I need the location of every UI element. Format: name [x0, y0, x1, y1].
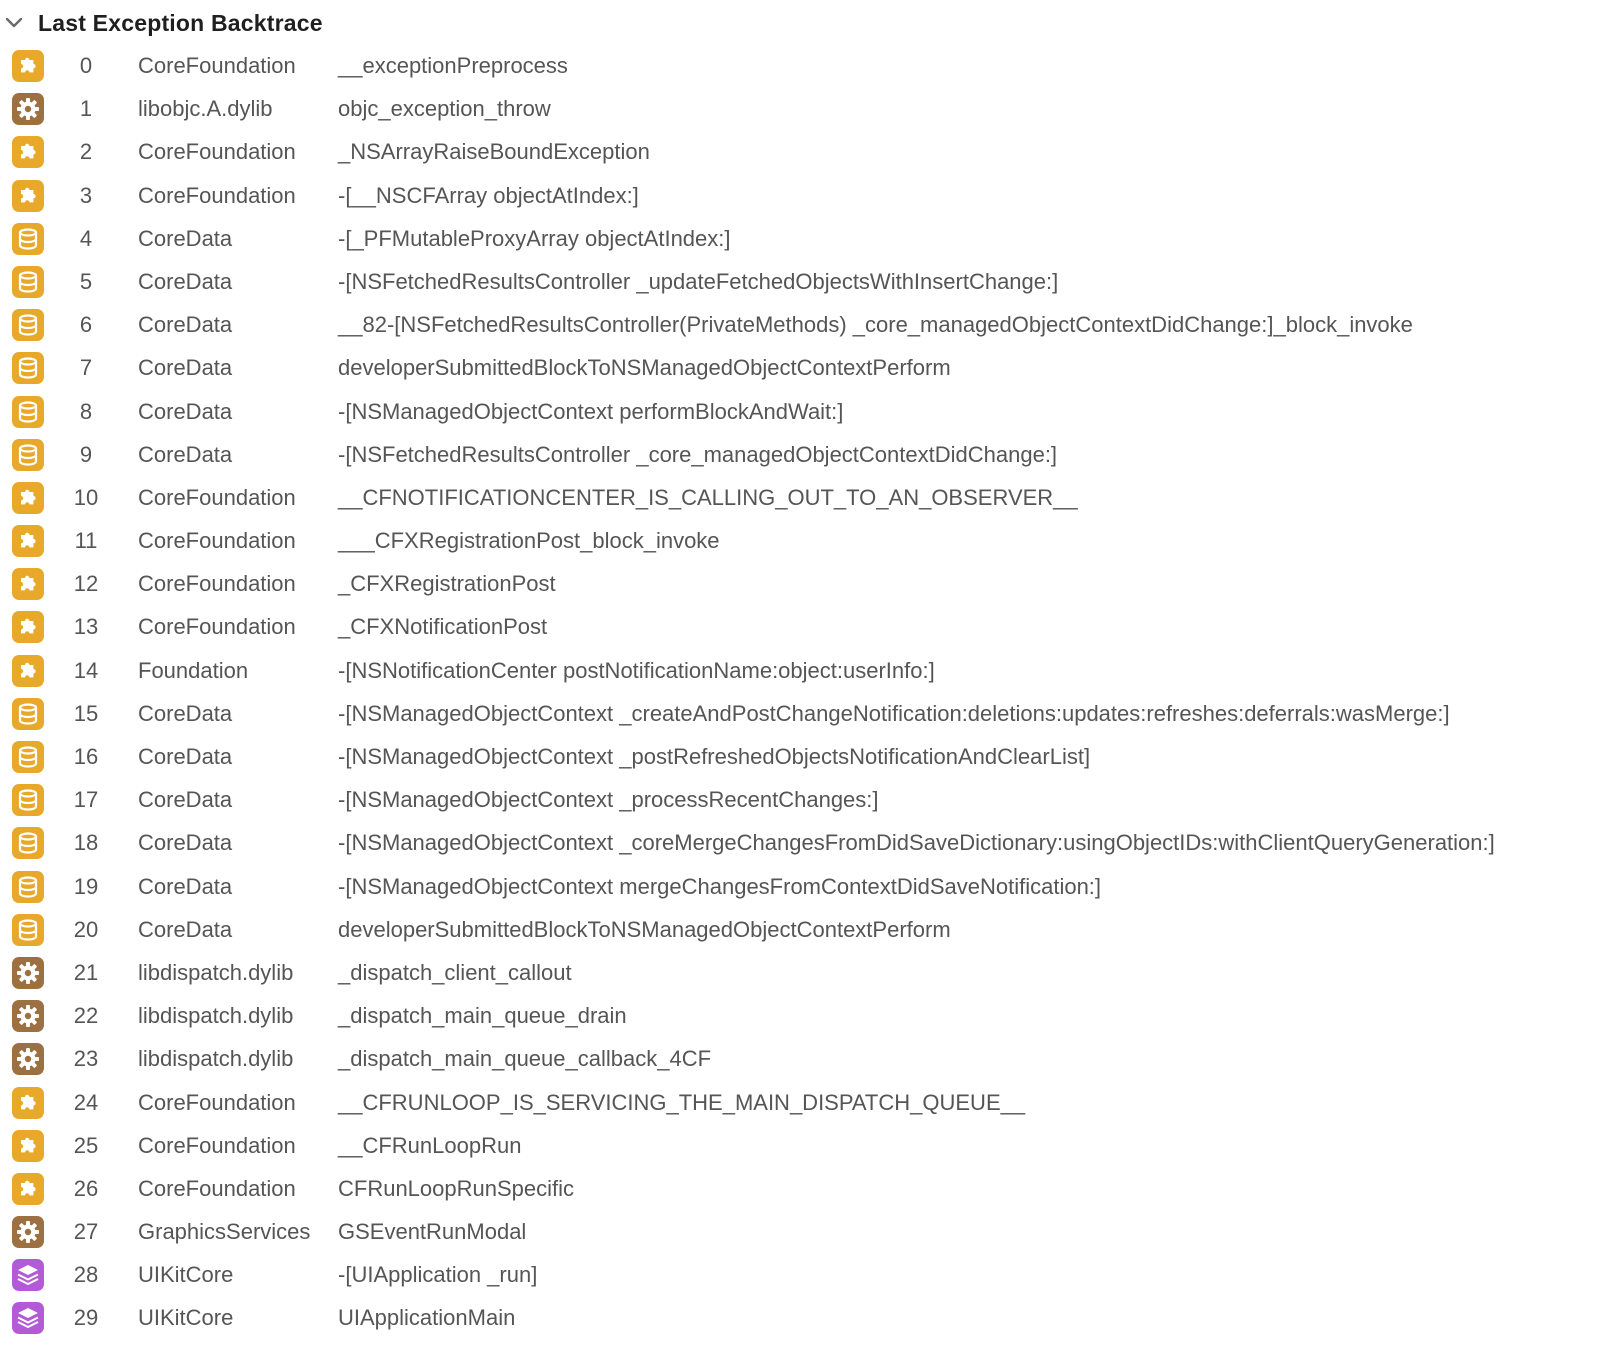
frame-library: CoreData [138, 225, 233, 251]
frame-symbol: _dispatch_main_queue_drain [338, 1003, 627, 1029]
frame-index: 19 [73, 873, 99, 899]
frame-symbol: __CFRUNLOOP_IS_SERVICING_THE_MAIN_DISPATCH_QUEUE__ [338, 1089, 1026, 1115]
frame-symbol: __82-[NSFetchedResultsController(PrivateMethods) _core_managedObjectContextDidChange:]_block_invoke [338, 312, 1413, 338]
frame-library: Foundation [138, 657, 249, 683]
frame-index: 4 [79, 225, 93, 251]
database-icon [12, 396, 44, 428]
frame-library: CoreData [138, 787, 233, 813]
frame-index: 3 [79, 182, 93, 208]
frame-symbol: -[NSNotificationCenter postNotificationName:object:userInfo:] [338, 657, 935, 683]
frame-row[interactable] [0, 476, 1598, 519]
frame-symbol: objc_exception_throw [338, 96, 551, 122]
frame-row[interactable] [0, 130, 1598, 173]
frame-library: CoreFoundation [138, 1132, 296, 1158]
frame-index: 0 [79, 53, 93, 78]
frame-index: 24 [73, 1089, 99, 1115]
frame-row[interactable] [0, 87, 1598, 130]
frame-index: 23 [73, 1046, 99, 1072]
frame-row[interactable] [0, 908, 1598, 951]
frame-library: CoreData [138, 441, 233, 467]
frame-row[interactable] [0, 778, 1598, 821]
puzzle-icon [12, 655, 44, 687]
frame-library: CoreData [138, 744, 233, 769]
frame-index: 18 [73, 830, 99, 856]
database-icon [12, 827, 44, 859]
frame-symbol: _CFXNotificationPost [338, 614, 548, 640]
frame-index: 27 [73, 1219, 99, 1245]
frame-index: 28 [73, 1262, 99, 1288]
frame-library: CoreFoundation [138, 484, 296, 510]
frame-row[interactable] [0, 433, 1598, 476]
frame-symbol: CFRunLoopRunSpecific [338, 1175, 575, 1201]
frame-library: CoreFoundation [138, 571, 296, 597]
gear-icon [12, 957, 44, 989]
frame-row[interactable] [0, 562, 1598, 605]
puzzle-icon [12, 1087, 44, 1119]
frame-row[interactable] [0, 1124, 1598, 1167]
frame-row[interactable] [0, 217, 1598, 260]
frame-row[interactable] [0, 390, 1598, 433]
frame-index: 1 [79, 96, 93, 122]
frame-index: 15 [73, 700, 99, 726]
frame-index: 2 [79, 139, 93, 165]
frame-library: libdispatch.dylib [138, 1046, 294, 1072]
frame-symbol: -[NSManagedObjectContext mergeChangesFromContextDidSaveNotification:] [338, 873, 1102, 899]
frame-symbol: -[NSManagedObjectContext _coreMergeChangesFromDidSaveDictionary:usingObjectIDs:withClientQueryGeneration:] [338, 830, 1495, 856]
frame-row[interactable] [0, 1167, 1598, 1210]
gear-icon [12, 1043, 44, 1075]
frame-row[interactable] [0, 1081, 1598, 1124]
frame-index: 29 [73, 1305, 99, 1331]
frame-library: UIKitCore [138, 1262, 234, 1288]
frame-library: CoreFoundation [138, 1175, 296, 1201]
frame-row[interactable] [0, 1296, 1598, 1339]
frame-library: CoreData [138, 700, 233, 726]
frame-index: 14 [73, 657, 99, 683]
frame-symbol: developerSubmittedBlockToNSManagedObjectContextPerform [338, 355, 951, 381]
frame-library: CoreFoundation [138, 528, 296, 554]
frame-library: CoreData [138, 398, 233, 424]
frame-symbol: -[NSFetchedResultsController _core_managedObjectContextDidChange:] [338, 441, 1058, 467]
frame-row[interactable] [0, 649, 1598, 692]
section-title: Last Exception Backtrace [38, 10, 323, 36]
frame-row[interactable] [0, 519, 1598, 562]
frame-row[interactable] [0, 260, 1598, 303]
puzzle-icon [12, 568, 44, 600]
frame-index: 9 [79, 441, 93, 467]
frame-library: CoreFoundation [138, 182, 296, 208]
frame-index: 6 [79, 312, 93, 338]
puzzle-icon [12, 180, 44, 212]
database-icon [12, 698, 44, 730]
frame-library: GraphicsServices [138, 1219, 311, 1245]
frame-row[interactable] [0, 865, 1598, 908]
gear-icon [12, 93, 44, 125]
frame-symbol: __CFRunLoopRun [338, 1132, 522, 1158]
frame-symbol: __exceptionPreprocess [338, 53, 568, 78]
frame-symbol: -[NSManagedObjectContext performBlockAndWait:] [338, 398, 844, 424]
database-icon [12, 914, 44, 946]
frame-symbol: _CFXRegistrationPost [338, 571, 556, 597]
frame-row[interactable] [0, 1253, 1598, 1296]
frame-row[interactable] [0, 44, 1598, 87]
database-icon [12, 352, 44, 384]
frame-library: CoreFoundation [138, 1089, 296, 1115]
frame-library: libdispatch.dylib [138, 959, 294, 985]
frame-library: CoreFoundation [138, 53, 296, 78]
frame-row[interactable] [0, 303, 1598, 346]
frame-index: 20 [73, 916, 99, 942]
frame-row[interactable] [0, 692, 1598, 735]
frame-index: 13 [73, 614, 99, 640]
chevron-down-icon[interactable] [4, 13, 24, 33]
database-icon [12, 439, 44, 471]
frame-library: CoreFoundation [138, 614, 296, 640]
frame-row[interactable] [0, 821, 1598, 864]
frame-symbol: __CFNOTIFICATIONCENTER_IS_CALLING_OUT_TO_AN_OBSERVER__ [338, 484, 1078, 510]
puzzle-icon [12, 1130, 44, 1162]
frame-row[interactable] [0, 174, 1598, 217]
frame-index: 21 [73, 959, 99, 985]
frame-symbol: GSEventRunModal [338, 1219, 527, 1245]
layers-icon [12, 1302, 44, 1334]
frame-index: 7 [79, 355, 93, 381]
frame-library: libobjc.A.dylib [138, 96, 273, 122]
frame-row[interactable] [0, 605, 1598, 648]
frame-row[interactable] [0, 346, 1598, 389]
frame-row[interactable] [0, 994, 1598, 1037]
database-icon [12, 784, 44, 816]
frame-library: CoreData [138, 873, 233, 899]
frame-library: CoreData [138, 312, 233, 338]
frame-row[interactable] [0, 1037, 1598, 1080]
gear-icon [12, 1216, 44, 1248]
frame-row[interactable] [0, 1210, 1598, 1253]
database-icon [12, 741, 44, 773]
frame-index: 26 [73, 1175, 99, 1201]
frame-symbol: developerSubmittedBlockToNSManagedObjectContextPerform [338, 916, 951, 942]
frame-symbol: _dispatch_client_callout [338, 959, 572, 985]
frame-library: CoreData [138, 268, 233, 294]
frame-library: CoreData [138, 830, 233, 856]
frame-row[interactable] [0, 735, 1598, 778]
frame-symbol: -[NSManagedObjectContext _processRecentChanges:] [338, 787, 879, 813]
frame-library: UIKitCore [138, 1305, 234, 1331]
backtrace-header [0, 0, 1598, 48]
puzzle-icon [12, 525, 44, 557]
database-icon [12, 266, 44, 298]
frame-library: CoreData [138, 355, 233, 381]
frame-index: 16 [73, 744, 99, 769]
frame-symbol: -[_PFMutableProxyArray objectAtIndex:] [338, 225, 731, 251]
frame-row[interactable] [0, 951, 1598, 994]
frame-index: 11 [74, 528, 98, 554]
frame-symbol: ___CFXRegistrationPost_block_invoke [338, 528, 720, 554]
layers-icon [12, 1259, 44, 1291]
frame-index: 12 [73, 571, 99, 597]
database-icon [12, 309, 44, 341]
frame-symbol: _dispatch_main_queue_callback_4CF [338, 1046, 712, 1072]
gear-icon [12, 1000, 44, 1032]
backtrace-frame-list [0, 44, 1598, 1340]
puzzle-icon [12, 50, 44, 82]
puzzle-icon [12, 136, 44, 168]
frame-index: 22 [73, 1003, 99, 1029]
frame-index: 8 [79, 398, 93, 424]
frame-index: 17 [73, 787, 99, 813]
frame-symbol: UIApplicationMain [338, 1305, 516, 1331]
puzzle-icon [12, 1173, 44, 1205]
frame-symbol: -[NSManagedObjectContext _postRefreshedObjectsNotificationAndClearList] [338, 744, 1091, 769]
frame-symbol: -[NSFetchedResultsController _updateFetchedObjectsWithInsertChange:] [338, 268, 1059, 294]
frame-library: CoreFoundation [138, 139, 296, 165]
frame-index: 10 [73, 484, 99, 510]
frame-index: 5 [79, 268, 93, 294]
frame-symbol: _NSArrayRaiseBoundException [338, 139, 650, 165]
puzzle-icon [12, 611, 44, 643]
frame-symbol: -[NSManagedObjectContext _createAndPostChangeNotification:deletions:updates:refreshes:deferrals:wasMerge:] [338, 700, 1450, 726]
frame-symbol: -[__NSCFArray objectAtIndex:] [338, 182, 639, 208]
frame-library: libdispatch.dylib [138, 1003, 294, 1029]
database-icon [12, 223, 44, 255]
puzzle-icon [12, 482, 44, 514]
frame-library: CoreData [138, 916, 233, 942]
database-icon [12, 871, 44, 903]
frame-index: 25 [73, 1132, 99, 1158]
frame-symbol: -[UIApplication _run] [338, 1262, 538, 1288]
